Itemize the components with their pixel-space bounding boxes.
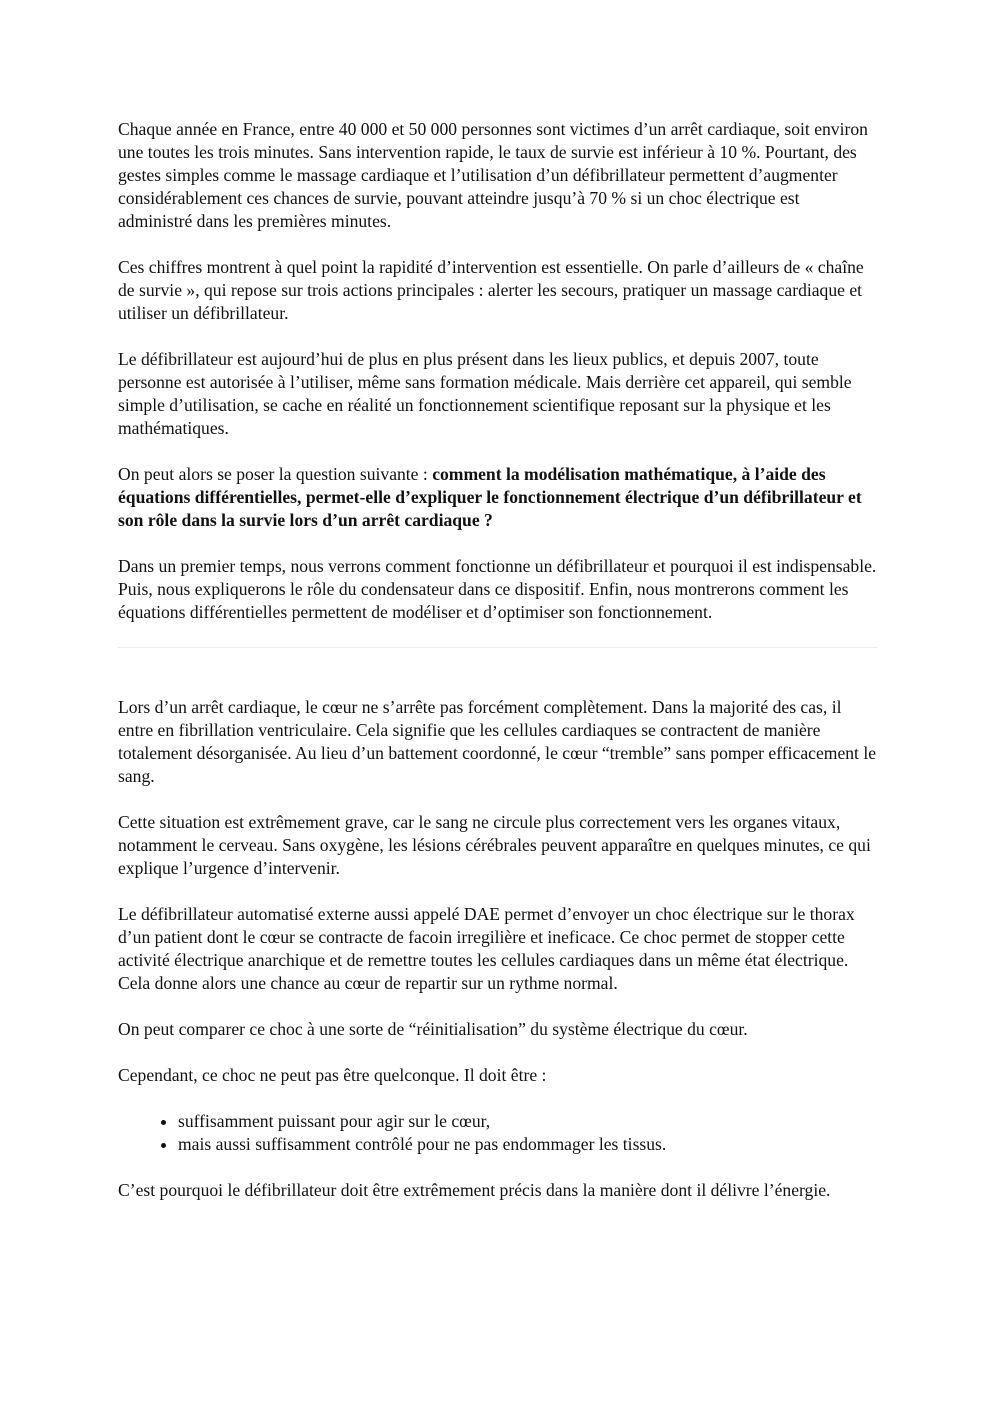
- section-paragraph-reset: On peut comparer ce choc à une sorte de “réinitialisation” du système électrique du cœur.: [118, 1019, 748, 1039]
- intro-paragraph-public-defibrillator: Le défibrillateur est aujourd’hui de plus en plus présent dans les lieux publics, et depuis 2007, toute personne est autorisée à l’utiliser, même sans formation médicale. Mais derrière cet appareil, qui semble simple d’utilisation, se cache en réalité un fonctionnement scientifique reposant sur la physique et les mathématiques.: [118, 349, 852, 438]
- problem-question: comment la modélisation mathématique, à l’aide des équations différentielles, permet-elle d’expliquer le fonctionnement électrique d’un défibrillateur et son rôle dans la survie lors d’un arrêt cardiaque ?: [118, 464, 862, 530]
- intro-paragraph-chain-of-survival: Ces chiffres montrent à quel point la rapidité d’intervention est essentielle. On parle d’ailleurs de « chaîne de survie », qui repose sur trois actions principales : alerter les secours, pratiquer un massage cardiaque et utiliser un défibrillateur.: [118, 257, 864, 323]
- document-body: [118, 118, 878, 1225]
- list-item: • suffisamment puissant pour agir sur le cœur,: [178, 1110, 878, 1133]
- intro-paragraph-outline: Dans un premier temps, nous verrons comment fonctionne un défibrillateur et pourquoi il est indispensable. Puis, nous expliquerons le rôle du condensateur dans ce dispositif. Enfin, nous montrerons comment les équations différentielles permettent de modéliser et d’optimiser son fonctionnement.: [118, 556, 877, 622]
- list-item: • mais aussi suffisamment contrôlé pour ne pas endommager les tissus.: [178, 1133, 878, 1156]
- section-paragraph-fibrillation: Lors d’un arrêt cardiaque, le cœur ne s’arrête pas forcément complètement. Dans la majorité des cas, il entre en fibrillation ventriculaire. Cela signifie que les cellules cardiaques se contractent de manière totalement désorganisée. Au lieu d’un battement coordonné, le cœur “tremble” sans pomper efficacement le sang.: [118, 697, 877, 786]
- section-paragraph-dae: Le défibrillateur automatisé externe aussi appelé DAE permet d’envoyer un choc électrique sur le thorax d’un patient dont le cœur se contracte de facoin irregilière et ineficace. Ce choc permet de stopper cette activité électrique anarchique et de remettre toutes les cellules cardiaques dans un même état électrique. Cela donne alors une chance au cœur de repartir sur un rythme normal.: [118, 904, 855, 993]
- requirements-list: [118, 1110, 878, 1156]
- section-divider: [118, 647, 878, 648]
- problem-lead-text: On peut alors se poser la question suivante :: [118, 464, 433, 484]
- section-paragraph-conclusion: C’est pourquoi le défibrillateur doit être extrêmement précis dans la manière dont il délivre l’énergie.: [118, 1180, 831, 1200]
- section-paragraph-requirements: Cependant, ce choc ne peut pas être quelconque. Il doit être :: [118, 1065, 547, 1085]
- section-paragraph-severity: Cette situation est extrêmement grave, car le sang ne circule plus correctement vers les organes vitaux, notamment le cerveau. Sans oxygène, les lésions cérébrales peuvent apparaître en quelques minutes, ce qui explique l’urgence d’intervenir.: [118, 812, 871, 878]
- section-body: [118, 696, 878, 1202]
- intro-paragraph-statistics: Chaque année en France, entre 40 000 et 50 000 personnes sont victimes d’un arrêt cardiaque, soit environ une toutes les trois minutes. Sans intervention rapide, le taux de survie est inférieur à 10 %. Pourtant, des gestes simples comme le massage cardiaque et l’utilisation d’un défibrillateur permettent d’augmenter considérablement ces chances de survie, pouvant atteindre jusqu’à 70 % si un choc électrique est administré dans les premières minutes.: [118, 119, 868, 231]
- intro-paragraph-problem: [118, 463, 878, 532]
